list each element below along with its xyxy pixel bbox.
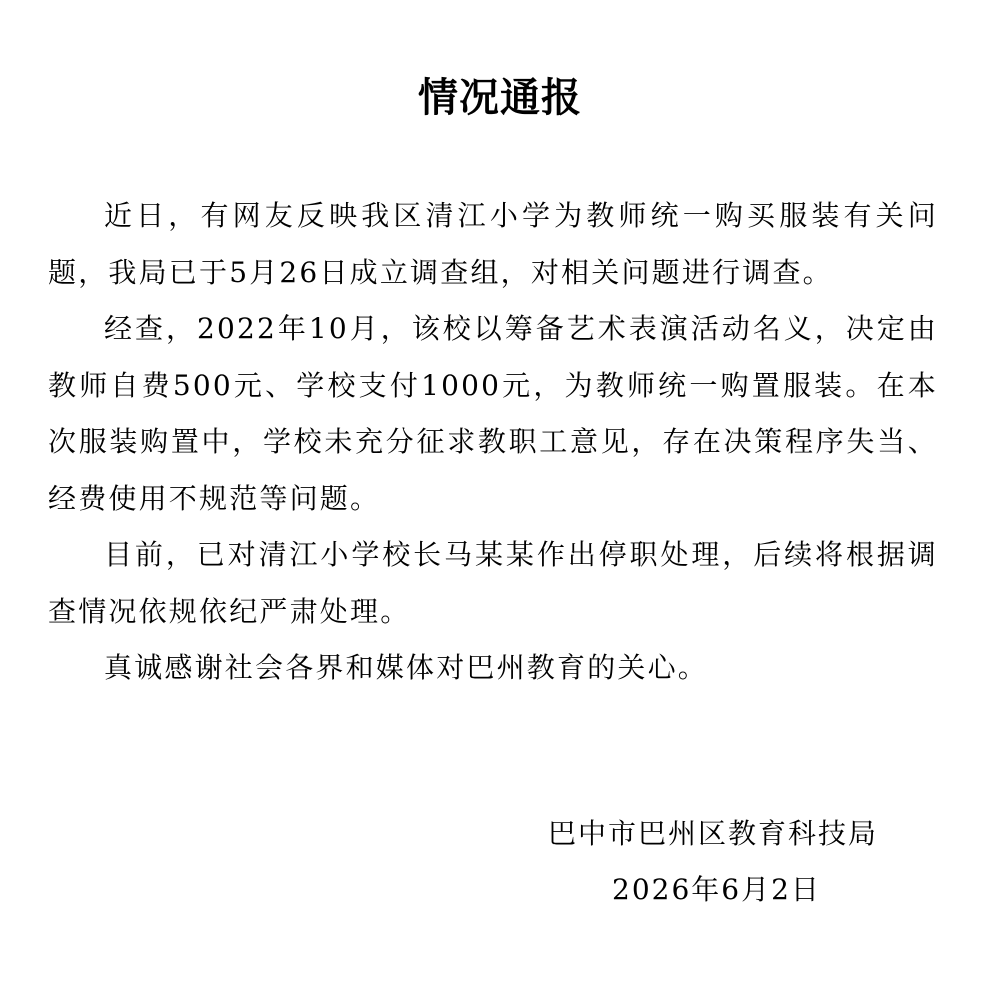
signature-organization: 巴中市巴州区教育科技局: [548, 817, 879, 850]
paragraph-thanks: 真诚感谢社会各界和媒体对巴州教育的关心。: [104, 651, 709, 684]
paragraph-handling: 目前，已对清江小学校长马某某作出停职处理，后续将根据调查情况依规依纪严肃处理。: [48, 538, 938, 628]
signature-date: 2026年6月2日: [612, 873, 821, 906]
notice-body: [48, 188, 938, 697]
page-title: 情况通报: [418, 75, 582, 121]
paragraph-report: 近日，有网友反映我区清江小学为教师统一购买服装有关问题，我局已于5月26日成立调查组，对相关问题进行调查。: [48, 199, 938, 289]
paragraph-findings: 经查，2022年10月，该校以筹备艺术表演活动名义，决定由教师自费500元、学校支付1000元，为教师统一购置服装。在本次服装购置中，学校未充分征求教职工意见，存在决策程序失当、经费使用不规范等问题。: [48, 312, 938, 515]
